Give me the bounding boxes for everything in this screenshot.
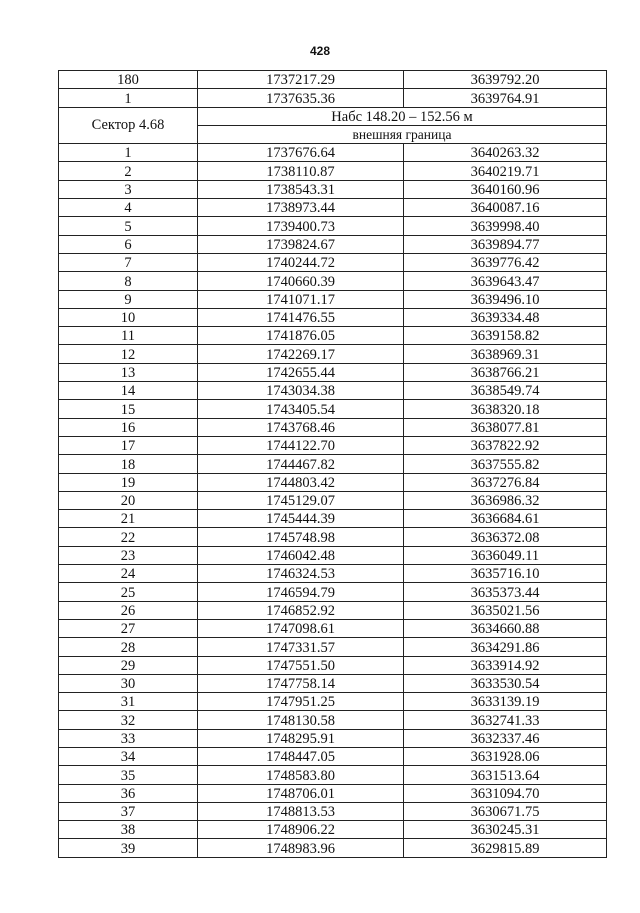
- point-number: 37: [59, 802, 198, 820]
- coord-x: 1746042.48: [198, 546, 404, 564]
- coord-y: 3637276.84: [404, 473, 607, 491]
- table-row: [59, 601, 607, 619]
- point-number: 11: [59, 327, 198, 345]
- table-row: [59, 747, 607, 765]
- coord-y: 3636684.61: [404, 510, 607, 528]
- coord-y: 3639764.91: [404, 89, 607, 107]
- table-row: [59, 821, 607, 839]
- table-row: [59, 162, 607, 180]
- table-row: [59, 784, 607, 802]
- point-number: 18: [59, 455, 198, 473]
- coord-y: 3638969.31: [404, 345, 607, 363]
- point-number: 2: [59, 162, 198, 180]
- coord-x: 1746594.79: [198, 583, 404, 601]
- coord-y: 3635373.44: [404, 583, 607, 601]
- coord-x: 1748983.96: [198, 839, 404, 857]
- coord-x: 1744122.70: [198, 436, 404, 454]
- point-number: 22: [59, 528, 198, 546]
- table-row: [59, 272, 607, 290]
- coord-x: 1748130.58: [198, 711, 404, 729]
- coord-y: 3639792.20: [404, 71, 607, 89]
- point-number: 13: [59, 363, 198, 381]
- coord-x: 1748447.05: [198, 747, 404, 765]
- point-number: 17: [59, 436, 198, 454]
- table-row: [59, 766, 607, 784]
- table-row: [59, 491, 607, 509]
- coord-x: 1737676.64: [198, 144, 404, 162]
- coord-x: 1738543.31: [198, 180, 404, 198]
- coord-x: 1739400.73: [198, 217, 404, 235]
- point-number: 30: [59, 674, 198, 692]
- coord-y: 3635021.56: [404, 601, 607, 619]
- coord-x: 1743768.46: [198, 418, 404, 436]
- coord-x: 1737217.29: [198, 71, 404, 89]
- coord-y: 3630245.31: [404, 821, 607, 839]
- coord-y: 3638077.81: [404, 418, 607, 436]
- coord-x: 1746852.92: [198, 601, 404, 619]
- coord-y: 3632337.46: [404, 729, 607, 747]
- point-number: 1: [59, 144, 198, 162]
- point-number: 39: [59, 839, 198, 857]
- coord-y: 3634660.88: [404, 619, 607, 637]
- coord-y: 3633914.92: [404, 656, 607, 674]
- coord-y: 3630671.75: [404, 802, 607, 820]
- coord-y: 3635716.10: [404, 565, 607, 583]
- table-row: [59, 729, 607, 747]
- table-row: [59, 418, 607, 436]
- coord-x: 1748295.91: [198, 729, 404, 747]
- coord-y: 3638766.21: [404, 363, 607, 381]
- point-number: 38: [59, 821, 198, 839]
- table-row: [59, 327, 607, 345]
- table-row: [59, 199, 607, 217]
- table-row: [59, 674, 607, 692]
- point-number: 12: [59, 345, 198, 363]
- point-number: 35: [59, 766, 198, 784]
- coord-y: 3639158.82: [404, 327, 607, 345]
- coord-x: 1745444.39: [198, 510, 404, 528]
- point-number: 4: [59, 199, 198, 217]
- point-number: 8: [59, 272, 198, 290]
- coord-y: 3632741.33: [404, 711, 607, 729]
- table-row: [59, 839, 607, 857]
- point-number: 36: [59, 784, 198, 802]
- sector-boundary: внешняя граница: [198, 125, 607, 143]
- point-number: 32: [59, 711, 198, 729]
- table-row: [59, 619, 607, 637]
- coord-y: 3631513.64: [404, 766, 607, 784]
- coord-x: 1748813.53: [198, 802, 404, 820]
- table-row: [59, 455, 607, 473]
- coord-x: 1738110.87: [198, 162, 404, 180]
- coord-y: 3639643.47: [404, 272, 607, 290]
- coord-y: 3631928.06: [404, 747, 607, 765]
- coord-y: 3637555.82: [404, 455, 607, 473]
- coord-x: 1748583.80: [198, 766, 404, 784]
- point-number: 5: [59, 217, 198, 235]
- table-row: [59, 308, 607, 326]
- point-number: 20: [59, 491, 198, 509]
- coord-x: 1743405.54: [198, 400, 404, 418]
- point-number: 7: [59, 253, 198, 271]
- point-number: 26: [59, 601, 198, 619]
- coordinates-table: [58, 70, 607, 858]
- coord-x: 1747098.61: [198, 619, 404, 637]
- table-row: [59, 71, 607, 89]
- point-number: 180: [59, 71, 198, 89]
- coord-y: 3640219.71: [404, 162, 607, 180]
- point-number: 24: [59, 565, 198, 583]
- coord-x: 1737635.36: [198, 89, 404, 107]
- coord-x: 1738973.44: [198, 199, 404, 217]
- coord-y: 3640087.16: [404, 199, 607, 217]
- table-row: [59, 217, 607, 235]
- coord-y: 3639334.48: [404, 308, 607, 326]
- table-row: [59, 583, 607, 601]
- coord-y: 3636049.11: [404, 546, 607, 564]
- table-row: [59, 345, 607, 363]
- point-number: 14: [59, 382, 198, 400]
- coord-y: 3636986.32: [404, 491, 607, 509]
- point-number: 23: [59, 546, 198, 564]
- coord-x: 1740244.72: [198, 253, 404, 271]
- table-row: [59, 473, 607, 491]
- coord-x: 1747331.57: [198, 638, 404, 656]
- point-number: 27: [59, 619, 198, 637]
- table-row: [59, 382, 607, 400]
- table-row: [59, 180, 607, 198]
- coord-x: 1748706.01: [198, 784, 404, 802]
- coord-x: 1740660.39: [198, 272, 404, 290]
- table-row: [59, 363, 607, 381]
- point-number: 34: [59, 747, 198, 765]
- coord-y: 3637822.92: [404, 436, 607, 454]
- point-number: 10: [59, 308, 198, 326]
- point-number: 21: [59, 510, 198, 528]
- coord-y: 3639776.42: [404, 253, 607, 271]
- table-row: [59, 565, 607, 583]
- table-row: [59, 290, 607, 308]
- sector-name: Сектор 4.68: [59, 107, 198, 144]
- point-number: 3: [59, 180, 198, 198]
- coord-x: 1746324.53: [198, 565, 404, 583]
- point-number: 16: [59, 418, 198, 436]
- table-row: [59, 711, 607, 729]
- coord-x: 1747758.14: [198, 674, 404, 692]
- sector-header-row: [59, 107, 607, 125]
- point-number: 6: [59, 235, 198, 253]
- coord-x: 1743034.38: [198, 382, 404, 400]
- coord-y: 3638549.74: [404, 382, 607, 400]
- coord-y: 3640263.32: [404, 144, 607, 162]
- coord-y: 3631094.70: [404, 784, 607, 802]
- table-row: [59, 510, 607, 528]
- table-row: [59, 89, 607, 107]
- table-row: [59, 400, 607, 418]
- point-number: 33: [59, 729, 198, 747]
- table-row: [59, 802, 607, 820]
- table-row: [59, 546, 607, 564]
- coord-x: 1745129.07: [198, 491, 404, 509]
- point-number: 31: [59, 693, 198, 711]
- coord-y: 3634291.86: [404, 638, 607, 656]
- coord-x: 1745748.98: [198, 528, 404, 546]
- point-number: 19: [59, 473, 198, 491]
- coord-x: 1744467.82: [198, 455, 404, 473]
- coord-y: 3639496.10: [404, 290, 607, 308]
- coord-y: 3640160.96: [404, 180, 607, 198]
- table-row: [59, 656, 607, 674]
- coord-y: 3639894.77: [404, 235, 607, 253]
- table-row: [59, 638, 607, 656]
- coord-y: 3638320.18: [404, 400, 607, 418]
- point-number: 15: [59, 400, 198, 418]
- point-number: 25: [59, 583, 198, 601]
- coord-y: 3633139.19: [404, 693, 607, 711]
- table-row: [59, 436, 607, 454]
- coord-x: 1747951.25: [198, 693, 404, 711]
- point-number: 29: [59, 656, 198, 674]
- table-row: [59, 144, 607, 162]
- coord-x: 1742655.44: [198, 363, 404, 381]
- coord-x: 1741476.55: [198, 308, 404, 326]
- table-row: [59, 253, 607, 271]
- coord-y: 3629815.89: [404, 839, 607, 857]
- coordinates-table-body: [59, 71, 607, 858]
- point-number: 1: [59, 89, 198, 107]
- page-number: 428: [309, 44, 331, 58]
- table-row: [59, 528, 607, 546]
- coord-y: 3636372.08: [404, 528, 607, 546]
- coord-x: 1747551.50: [198, 656, 404, 674]
- coord-y: 3633530.54: [404, 674, 607, 692]
- point-number: 28: [59, 638, 198, 656]
- coord-x: 1744803.42: [198, 473, 404, 491]
- table-row: [59, 693, 607, 711]
- coord-y: 3639998.40: [404, 217, 607, 235]
- table-row: [59, 235, 607, 253]
- coord-x: 1742269.17: [198, 345, 404, 363]
- coord-x: 1741876.05: [198, 327, 404, 345]
- coord-x: 1748906.22: [198, 821, 404, 839]
- coord-x: 1741071.17: [198, 290, 404, 308]
- sector-height-range: Набс 148.20 – 152.56 м: [198, 107, 607, 125]
- point-number: 9: [59, 290, 198, 308]
- coord-x: 1739824.67: [198, 235, 404, 253]
